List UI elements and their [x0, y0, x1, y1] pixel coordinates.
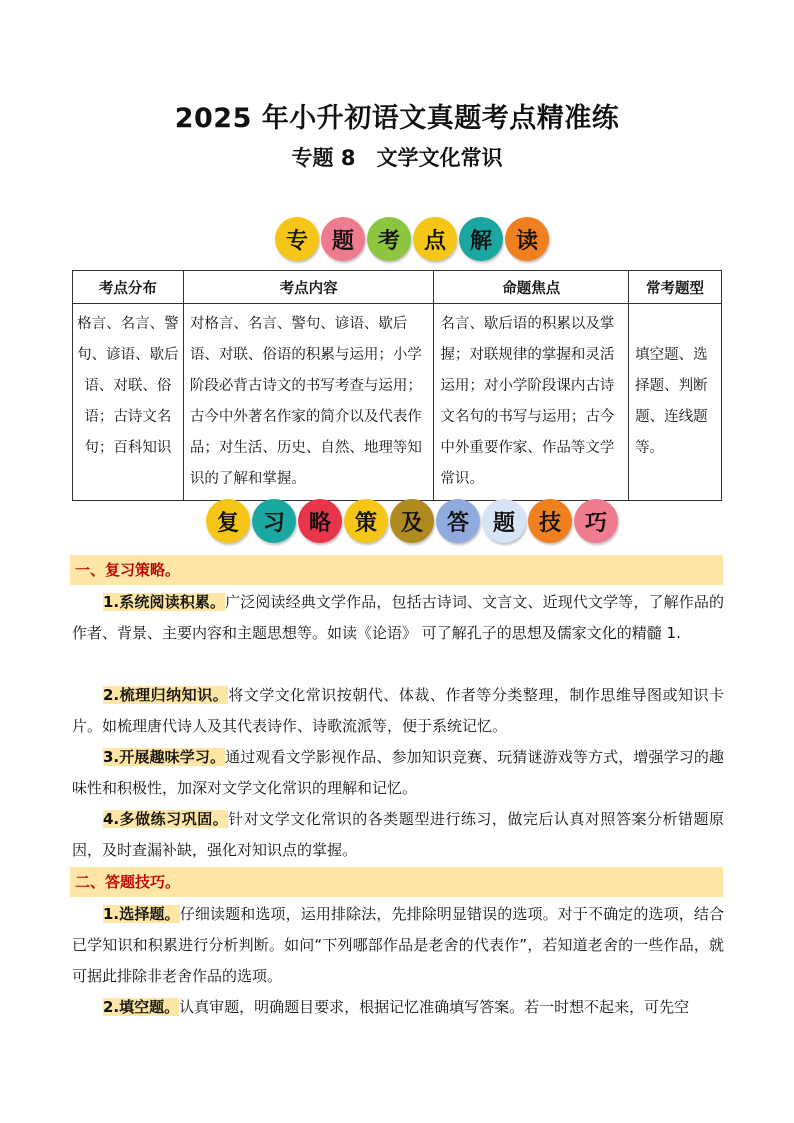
- table-header: 常考题型: [629, 271, 722, 304]
- strategy-paragraph: [72, 742, 724, 804]
- banner-char: 习: [252, 499, 296, 543]
- strategy-paragraph: [72, 587, 724, 649]
- strategy-paragraph: [72, 804, 724, 866]
- banner-char: 题: [482, 499, 526, 543]
- banner-char: 策: [344, 499, 388, 543]
- banner-char: 技: [528, 499, 572, 543]
- topic-table: [72, 270, 722, 501]
- strategy-label: 3.开展趣味学习。: [103, 748, 226, 766]
- table-cell: 名言、歇后语的积累以及掌握；对联规律的掌握和灵活运用；对小学阶段课内古诗文名句的书写与运用；古今中外重要作家、作品等文学常识。: [434, 304, 629, 501]
- section-heading-tips: 二、答题技巧。: [70, 867, 723, 897]
- strategy-label: 2.梳理归纳知识。: [103, 686, 229, 704]
- document-subtitle: 专题 8 文学文化常识: [291, 146, 503, 170]
- table-cell: 对格言、名言、警句、谚语、歇后语、对联、俗语的积累与运用；小学阶段必背古诗文的书写考查与运用；古今中外著名作家的简介以及代表作品；对生活、历史、自然、地理等知识的了解和掌握。: [183, 304, 434, 501]
- banner-char: 专: [275, 217, 319, 261]
- tip-paragraph: [72, 899, 724, 992]
- strategy-paragraph: [72, 680, 724, 742]
- banner-char: 读: [505, 217, 549, 261]
- tip-label: 2.填空题。: [103, 998, 180, 1016]
- tip-paragraph: [72, 992, 724, 1023]
- section-heading-review: 一、复习策略。: [70, 555, 723, 585]
- strategy-text: 针对文学文化常识的各类题型进行练习，做完后认真对照答案分析错题原因，及时查漏补缺，强化对知识点的掌握。: [72, 810, 724, 859]
- table-header: 考点分布: [73, 271, 184, 304]
- table-cell: 填空题、选择题、判断题、连线题等。: [629, 304, 722, 501]
- tip-text: 仔细读题和选项，运用排除法，先排除明显错误的选项。对于不确定的选项，结合已学知识和积累进行分析判断。如问“下列哪部作品是老舍的代表作”，若知道老舍的一些作品，就可据此排除非老舍作品的选项。: [72, 905, 724, 985]
- table-row: [73, 304, 722, 501]
- table-header: 命题焦点: [434, 271, 629, 304]
- tip-text: 认真审题，明确题目要求，根据记忆准确填写答案。若一时想不起来，可先空: [179, 998, 690, 1016]
- banner-char: 及: [390, 499, 434, 543]
- banner-char: 答: [436, 499, 480, 543]
- strategy-label: 4.多做练习巩固。: [103, 810, 229, 828]
- banner-char: 点: [413, 217, 457, 261]
- table-header: 考点内容: [183, 271, 434, 304]
- banner-char: 复: [206, 499, 250, 543]
- topic-analysis-banner: [275, 217, 551, 261]
- review-strategy-banner: [206, 499, 620, 543]
- strategy-text: 广泛阅读经典文学作品，包括古诗词、文言文、近现代文学等，了解作品的作者、背景、主要内容和主题思想等。如读《论语》 可了解孔子的思想及儒家文化的精髓 1.: [72, 593, 724, 642]
- strategy-text: 通过观看文学影视作品、参加知识竞赛、玩猜谜游戏等方式，增强学习的趣味性和积极性，加深对文学文化常识的理解和记忆。: [72, 748, 724, 797]
- strategy-text: 将文学文化常识按朝代、体裁、作者等分类整理，制作思维导图或知识卡片。如梳理唐代诗人及其代表诗作、诗歌流派等，便于系统记忆。: [72, 686, 724, 735]
- banner-char: 巧: [574, 499, 618, 543]
- tip-label: 1.选择题。: [103, 905, 180, 923]
- banner-char: 解: [459, 217, 503, 261]
- table-header-row: [73, 271, 722, 304]
- banner-char: 考: [367, 217, 411, 261]
- strategy-label: 1.系统阅读积累。: [103, 593, 226, 611]
- banner-char: 略: [298, 499, 342, 543]
- table-cell: 格言、名言、警句、谚语、歇后语、对联、俗语；古诗文名句；百科知识: [73, 304, 184, 501]
- banner-char: 题: [321, 217, 365, 261]
- document-title: 2025 年小升初语文真题考点精准练: [174, 103, 620, 134]
